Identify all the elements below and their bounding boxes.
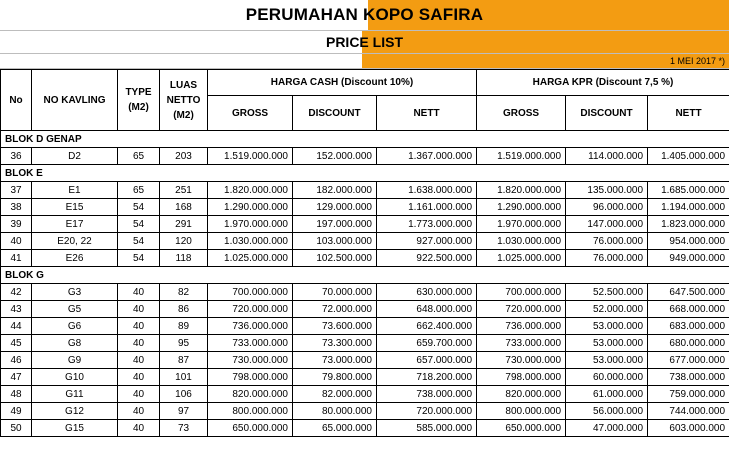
cell-type: 40	[118, 369, 160, 386]
cell-no: 36	[1, 148, 32, 165]
cell-kpr-discount: 53.000.000	[566, 352, 648, 369]
cell-kavling: G3	[32, 284, 118, 301]
cell-type: 54	[118, 233, 160, 250]
col-header-kpr-nett: NETT	[648, 96, 729, 131]
cell-cash-gross: 736.000.000	[208, 318, 293, 335]
cell-kpr-gross: 1.970.000.000	[477, 216, 566, 233]
cell-cash-gross: 820.000.000	[208, 386, 293, 403]
cell-kpr-gross: 800.000.000	[477, 403, 566, 420]
cell-cash-gross: 1.820.000.000	[208, 182, 293, 199]
cell-kpr-gross: 1.820.000.000	[477, 182, 566, 199]
title-band	[0, 0, 729, 31]
title-part1: PERUMAHAN	[245, 5, 359, 24]
cell-kavling: E26	[32, 250, 118, 267]
cell-no: 48	[1, 386, 32, 403]
cell-cash-nett: 585.000.000	[377, 420, 477, 437]
cell-kpr-gross: 1.290.000.000	[477, 199, 566, 216]
cell-cash-nett: 718.200.000	[377, 369, 477, 386]
cell-kpr-gross: 1.025.000.000	[477, 250, 566, 267]
cell-kavling: E1	[32, 182, 118, 199]
cell-luas: 97	[160, 403, 208, 420]
table-row	[1, 199, 729, 216]
cell-luas: 251	[160, 182, 208, 199]
cell-type: 40	[118, 284, 160, 301]
cell-kpr-nett: 1.405.000.000	[648, 148, 729, 165]
col-header-no: No	[1, 70, 32, 131]
cell-type: 40	[118, 403, 160, 420]
cell-cash-discount: 129.000.000	[293, 199, 377, 216]
cell-kpr-gross: 820.000.000	[477, 386, 566, 403]
cell-kavling: G6	[32, 318, 118, 335]
col-header-kavling: NO KAVLING	[32, 70, 118, 131]
cell-kpr-nett: 954.000.000	[648, 233, 729, 250]
cell-type: 54	[118, 216, 160, 233]
table-row	[1, 284, 729, 301]
cell-kpr-gross: 730.000.000	[477, 352, 566, 369]
col-header-cash-nett: NETT	[377, 96, 477, 131]
cell-type: 40	[118, 318, 160, 335]
block-header-row	[1, 267, 729, 284]
cell-kpr-gross: 798.000.000	[477, 369, 566, 386]
cell-cash-discount: 72.000.000	[293, 301, 377, 318]
cell-kpr-discount: 135.000.000	[566, 182, 648, 199]
cell-luas: 73	[160, 420, 208, 437]
table-row	[1, 318, 729, 335]
cell-cash-gross: 1.030.000.000	[208, 233, 293, 250]
cell-no: 39	[1, 216, 32, 233]
cell-cash-discount: 73.000.000	[293, 352, 377, 369]
date-band	[0, 54, 729, 69]
cell-luas: 106	[160, 386, 208, 403]
table-row	[1, 352, 729, 369]
cell-kpr-nett: 680.000.000	[648, 335, 729, 352]
cell-kpr-nett: 677.000.000	[648, 352, 729, 369]
cell-no: 42	[1, 284, 32, 301]
cell-cash-discount: 152.000.000	[293, 148, 377, 165]
col-header-kpr-discount: DISCOUNT	[566, 96, 648, 131]
cell-cash-gross: 1.519.000.000	[208, 148, 293, 165]
cell-no: 50	[1, 420, 32, 437]
cell-kpr-gross: 733.000.000	[477, 335, 566, 352]
col-group-kpr: HARGA KPR (Discount 7,5 %)	[477, 70, 729, 96]
table-row	[1, 216, 729, 233]
table-row	[1, 233, 729, 250]
cell-cash-nett: 738.000.000	[377, 386, 477, 403]
price-table	[0, 69, 729, 437]
col-header-kpr-gross: GROSS	[477, 96, 566, 131]
cell-cash-discount: 102.500.000	[293, 250, 377, 267]
cell-no: 43	[1, 301, 32, 318]
cell-cash-discount: 73.600.000	[293, 318, 377, 335]
col-header-cash-discount: DISCOUNT	[293, 96, 377, 131]
cell-luas: 168	[160, 199, 208, 216]
cell-kavling: G15	[32, 420, 118, 437]
table-row	[1, 369, 729, 386]
cell-cash-gross: 1.970.000.000	[208, 216, 293, 233]
cell-kpr-discount: 61.000.000	[566, 386, 648, 403]
block-name: BLOK E	[1, 165, 729, 182]
page-subtitle: PRICE LIST	[325, 34, 403, 50]
cell-no: 37	[1, 182, 32, 199]
cell-cash-discount: 103.000.000	[293, 233, 377, 250]
cell-kpr-discount: 147.000.000	[566, 216, 648, 233]
cell-cash-gross: 1.025.000.000	[208, 250, 293, 267]
block-header-row	[1, 131, 729, 148]
cell-cash-gross: 798.000.000	[208, 369, 293, 386]
cell-kpr-discount: 52.500.000	[566, 284, 648, 301]
cell-cash-gross: 720.000.000	[208, 301, 293, 318]
cell-kpr-gross: 720.000.000	[477, 301, 566, 318]
cell-kpr-nett: 1.823.000.000	[648, 216, 729, 233]
cell-kpr-nett: 1.685.000.000	[648, 182, 729, 199]
cell-no: 38	[1, 199, 32, 216]
col-header-cash-gross: GROSS	[208, 96, 293, 131]
cell-kpr-nett: 949.000.000	[648, 250, 729, 267]
cell-no: 40	[1, 233, 32, 250]
cell-cash-discount: 182.000.000	[293, 182, 377, 199]
cell-kpr-discount: 60.000.000	[566, 369, 648, 386]
cell-luas: 82	[160, 284, 208, 301]
cell-kpr-discount: 52.000.000	[566, 301, 648, 318]
cell-cash-gross: 730.000.000	[208, 352, 293, 369]
cell-kavling: G12	[32, 403, 118, 420]
col-group-cash: HARGA CASH (Discount 10%)	[208, 70, 477, 96]
cell-luas: 203	[160, 148, 208, 165]
cell-cash-nett: 648.000.000	[377, 301, 477, 318]
cell-kpr-nett: 603.000.000	[648, 420, 729, 437]
cell-no: 49	[1, 403, 32, 420]
cell-cash-gross: 650.000.000	[208, 420, 293, 437]
cell-kpr-discount: 56.000.000	[566, 403, 648, 420]
page-title	[0, 0, 729, 30]
table-row	[1, 335, 729, 352]
cell-kpr-discount: 53.000.000	[566, 318, 648, 335]
cell-cash-nett: 630.000.000	[377, 284, 477, 301]
cell-kpr-discount: 76.000.000	[566, 250, 648, 267]
title-part2: KOPO SAFIRA	[362, 5, 484, 24]
cell-luas: 86	[160, 301, 208, 318]
cell-cash-nett: 720.000.000	[377, 403, 477, 420]
cell-kpr-gross: 650.000.000	[477, 420, 566, 437]
cell-luas: 118	[160, 250, 208, 267]
cell-cash-nett: 1.367.000.000	[377, 148, 477, 165]
cell-cash-discount: 79.800.000	[293, 369, 377, 386]
table-row	[1, 386, 729, 403]
block-header-row	[1, 165, 729, 182]
cell-type: 65	[118, 148, 160, 165]
cell-type: 40	[118, 335, 160, 352]
cell-cash-discount: 80.000.000	[293, 403, 377, 420]
subtitle-band	[0, 31, 729, 54]
cell-cash-discount: 70.000.000	[293, 284, 377, 301]
cell-kpr-nett: 1.194.000.000	[648, 199, 729, 216]
price-date: 1 MEI 2017 *)	[669, 56, 725, 66]
cell-kpr-discount: 76.000.000	[566, 233, 648, 250]
cell-kpr-discount: 96.000.000	[566, 199, 648, 216]
cell-no: 47	[1, 369, 32, 386]
cell-kpr-nett: 683.000.000	[648, 318, 729, 335]
cell-type: 40	[118, 386, 160, 403]
cell-type: 40	[118, 420, 160, 437]
col-header-luas: LUAS NETTO (M2)	[160, 70, 208, 131]
cell-type: 40	[118, 301, 160, 318]
price-table-body	[1, 131, 729, 437]
cell-luas: 87	[160, 352, 208, 369]
cell-kpr-nett: 744.000.000	[648, 403, 729, 420]
cell-luas: 95	[160, 335, 208, 352]
cell-kpr-nett: 668.000.000	[648, 301, 729, 318]
cell-kpr-gross: 700.000.000	[477, 284, 566, 301]
cell-no: 41	[1, 250, 32, 267]
table-row	[1, 301, 729, 318]
cell-cash-nett: 662.400.000	[377, 318, 477, 335]
cell-cash-nett: 1.638.000.000	[377, 182, 477, 199]
cell-kavling: E15	[32, 199, 118, 216]
cell-cash-gross: 733.000.000	[208, 335, 293, 352]
cell-luas: 89	[160, 318, 208, 335]
cell-no: 45	[1, 335, 32, 352]
cell-luas: 291	[160, 216, 208, 233]
cell-luas: 120	[160, 233, 208, 250]
table-row	[1, 250, 729, 267]
cell-luas: 101	[160, 369, 208, 386]
cell-cash-nett: 659.700.000	[377, 335, 477, 352]
cell-cash-gross: 700.000.000	[208, 284, 293, 301]
cell-kpr-gross: 1.519.000.000	[477, 148, 566, 165]
cell-cash-nett: 657.000.000	[377, 352, 477, 369]
cell-cash-nett: 1.161.000.000	[377, 199, 477, 216]
table-row	[1, 420, 729, 437]
cell-no: 44	[1, 318, 32, 335]
cell-cash-nett: 1.773.000.000	[377, 216, 477, 233]
cell-kavling: E17	[32, 216, 118, 233]
cell-type: 40	[118, 352, 160, 369]
cell-no: 46	[1, 352, 32, 369]
col-header-type: TYPE (M2)	[118, 70, 160, 131]
block-name: BLOK G	[1, 267, 729, 284]
cell-cash-nett: 922.500.000	[377, 250, 477, 267]
cell-kpr-discount: 114.000.000	[566, 148, 648, 165]
cell-type: 65	[118, 182, 160, 199]
cell-cash-gross: 1.290.000.000	[208, 199, 293, 216]
cell-kavling: G10	[32, 369, 118, 386]
cell-cash-gross: 800.000.000	[208, 403, 293, 420]
cell-kavling: E20, 22	[32, 233, 118, 250]
cell-kpr-nett: 738.000.000	[648, 369, 729, 386]
cell-cash-discount: 65.000.000	[293, 420, 377, 437]
cell-kavling: G5	[32, 301, 118, 318]
cell-cash-nett: 927.000.000	[377, 233, 477, 250]
cell-kpr-gross: 1.030.000.000	[477, 233, 566, 250]
cell-kpr-nett: 647.500.000	[648, 284, 729, 301]
cell-cash-discount: 73.300.000	[293, 335, 377, 352]
table-row	[1, 182, 729, 199]
cell-kpr-discount: 47.000.000	[566, 420, 648, 437]
table-row	[1, 403, 729, 420]
cell-kpr-discount: 53.000.000	[566, 335, 648, 352]
table-row	[1, 148, 729, 165]
cell-cash-discount: 197.000.000	[293, 216, 377, 233]
cell-kavling: G11	[32, 386, 118, 403]
block-name: BLOK D GENAP	[1, 131, 729, 148]
cell-kavling: G8	[32, 335, 118, 352]
cell-type: 54	[118, 199, 160, 216]
cell-kpr-nett: 759.000.000	[648, 386, 729, 403]
cell-kavling: G9	[32, 352, 118, 369]
cell-kavling: D2	[32, 148, 118, 165]
cell-type: 54	[118, 250, 160, 267]
cell-cash-discount: 82.000.000	[293, 386, 377, 403]
cell-kpr-gross: 736.000.000	[477, 318, 566, 335]
